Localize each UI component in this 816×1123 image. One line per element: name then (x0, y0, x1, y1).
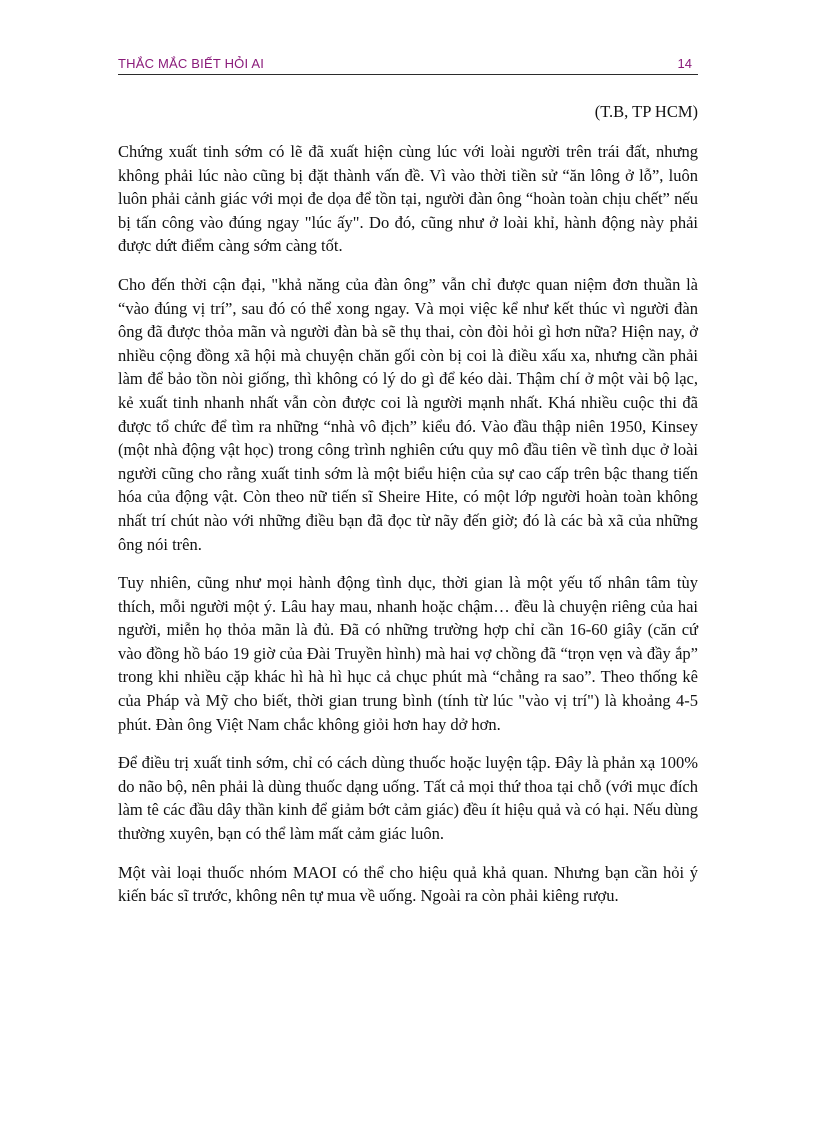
header-title: THẮC MẮC BIẾT HỎI AI (118, 56, 265, 71)
running-header (118, 52, 698, 75)
source-attribution: (T.B, TP HCM) (594, 102, 698, 121)
paragraph: Tuy nhiên, cũng như mọi hành động tình dục, thời gian là một yếu tố nhân tâm tùy thích, mỗi người một ý. Lâu hay mau, nhanh hoặc chậm… đều là chuyện riêng của hai người, miễn họ thỏa mãn là đủ. Đã có những trường hợp chỉ cần 16-60 giây (căn cứ vào đồng hồ báo 19 giờ của Đài Truyền hình) mà hai vợ chồng đã “trọn vẹn và đầy ắp” trong khi nhiều cặp khác hì hà hì hục cả chục phút mà “chẳng ra sao”. Theo thống kê của Pháp và Mỹ cho biết, thời gian trung bình (tính từ lúc "vào vị trí") là khoảng 4-5 phút. Đàn ông Việt Nam chắc không giỏi hơn hay dở hơn. (118, 573, 698, 734)
paragraph: Để điều trị xuất tinh sớm, chỉ có cách dùng thuốc hoặc luyện tập. Đây là phản xạ 100% do não bộ, nên phải là dùng thuốc dạng uống. Tất cả mọi thứ thoa tại chỗ (với mục đích làm tê các đầu dây thần kinh để giảm bớt cảm giác) đều ít hiệu quả và có hại. Nếu dùng thường xuyên, bạn có thể làm mất cảm giác luôn. (118, 753, 698, 844)
paragraph: Một vài loại thuốc nhóm MAOI có thể cho hiệu quả khả quan. Nhưng bạn cần hỏi ý kiến bác sĩ trước, không nên tự mua về uống. Ngoài ra còn phải kiêng rượu. (118, 862, 698, 906)
paragraph: Cho đến thời cận đại, "khả năng của đàn ông” vẫn chỉ được quan niệm đơn thuần là “vào đúng vị trí”, sau đó có thể xong ngay. Và mọi việc kể như kết thúc vì người đàn ông đã được thỏa mãn và người đàn bà sẽ thụ thai, còn đòi hỏi gì hơn nữa? Hiện nay, ở nhiều cộng đồng xã hội mà chuyện chăn gối còn bị coi là điều xấu xa, nhưng cần phải làm để bảo tồn nòi giống, thì không có lý do gì để kéo dài. Thậm chí ở một vài bộ lạc, kẻ xuất tinh nhanh nhất vẫn còn được coi là người mạnh nhất. Khá nhiều cuộc thi đã được tổ chức để tìm ra những “nhà vô địch” kiểu đó. Vào đầu thập niên 1950, Kinsey (một nhà động vật học) trong công trình nghiên cứu quy mô đầu tiên về tình dục ở loài người cũng cho rằng xuất tinh sớm là một biểu hiện của sự cao cấp trên bậc thang tiến hóa của động vật. Còn theo nữ tiến sĩ Sheire Hite, có một lớp người hoàn toàn không nhất trí chút nào với những điều bạn đã đọc từ nãy đến giờ; đó là các bà xã của những ông nói trên. (118, 274, 698, 554)
paragraph: Chứng xuất tinh sớm có lẽ đã xuất hiện cùng lúc với loài người trên trái đất, nhưng không phải lúc nào cũng bị đặt thành vấn đề. Vì vào thời tiền sử “ăn lông ở lỗ”, luôn luôn phải cảnh giác với mọi đe dọa để tồn tại, người đàn ông “hoàn toàn chịu chết” nếu bị tấn công vào đúng ngay "lúc ấy". Do đó, cũng như ở loài khỉ, hành động này phải được dứt điểm càng sớm càng tốt. (118, 142, 698, 256)
page-number: 14 (677, 56, 692, 71)
article-body (118, 140, 698, 923)
